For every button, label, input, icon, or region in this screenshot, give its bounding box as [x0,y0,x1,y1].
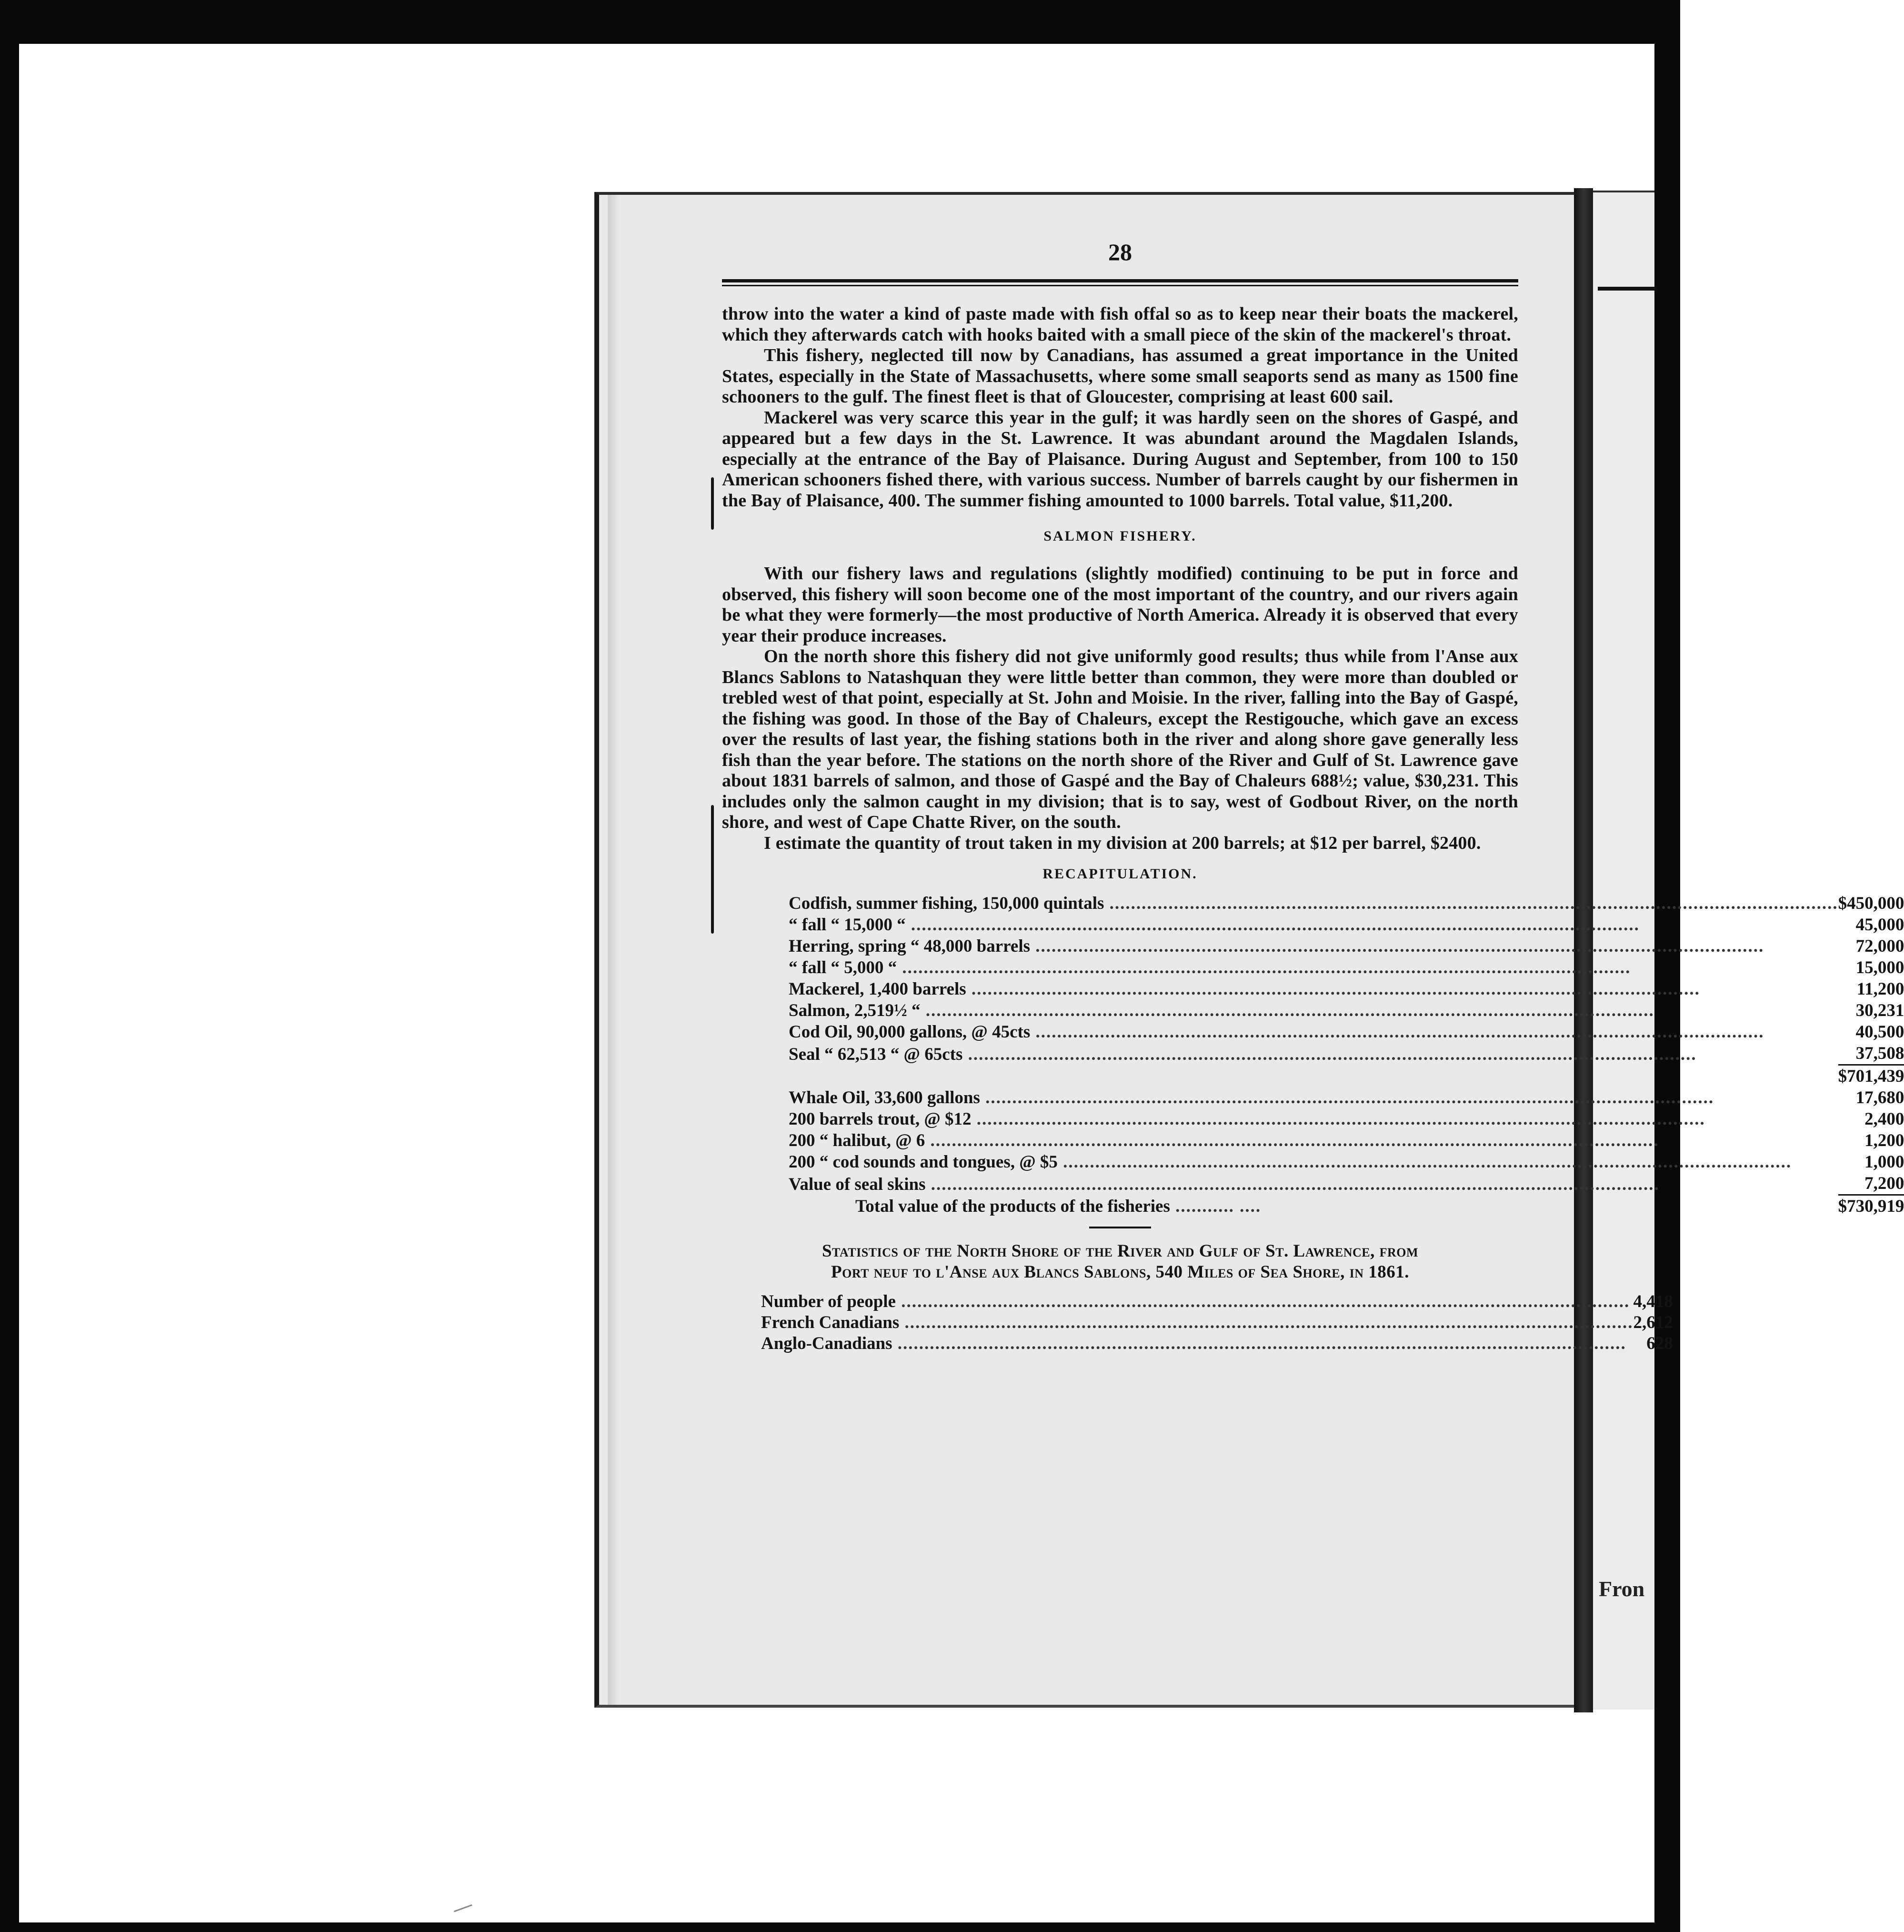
leader-dots: ........................................................................................................................................ [1030,936,1764,956]
recap-amount: 40,500 [1855,1022,1904,1042]
film-border-top [0,0,1680,44]
recap-row [789,1000,1904,1021]
page-edge-shadow [608,195,619,1705]
recap-extra-row [789,1173,1904,1195]
page-content [722,238,1904,1354]
recap-label: Cod Oil, 90,000 gallons, @ 45cts [789,1022,1031,1042]
statistics-table [761,1291,1673,1354]
recap-amount: 72,000 [1855,936,1904,956]
trout-paragraph: I estimate the quantity of trout taken in my division at 200 barrels; at $12 per barrel, $2400. [764,833,1481,853]
page-number: 28 [1108,239,1132,265]
recap-extra-label: Value of seal skins [789,1174,926,1194]
recap-amount: 37,508 [1855,1044,1904,1063]
stats-label: Number of people [761,1292,896,1311]
recap-label: Herring, spring “ 48,000 barrels [789,936,1031,956]
recap-label: “ fall “ 15,000 “ [789,915,906,935]
recap-subtotal-row [789,1065,1904,1087]
recap-extra-row [789,1087,1904,1108]
recap-extra-row [789,1151,1904,1173]
leader-dots: ........................................................................................................................................ [899,1313,1633,1332]
recapitulation-table [789,893,1904,1217]
recap-row [789,914,1904,936]
recap-label: Codfish, summer fishing, 150,000 quintals [789,894,1104,913]
intro-paragraph: throw into the water a kind of paste made with fish offal so as to keep near their boats the mackerel, which they afterwards catch with hooks baited with a small piece of the skin of the mackerel's throat. [722,304,1518,345]
recap-extra-label: 200 “ halibut, @ 6 [789,1131,925,1150]
statistics-heading-line-2: Port neuf to l'Anse aux Blancs Sablons, 540 Miles of Sea Shore, in 1861. [831,1262,1409,1282]
recap-extra-amount: 1,200 [1864,1131,1904,1150]
salmon-paragraph-2: On the north shore this fishery did not give uniformly good results; thus while from l'Anse aux Blancs Sablons to Natashquan they were little better than common, they were more than doubled or trebled west of that point, especially at St. John and Moisie. In the river, falling into the Bay of Gaspé, the fishing was good. In those of the Bay of Chaleurs, except the Restigouche, which gave an excess over the results of last year, the fishing stations both in the river and along shore gave generally less fish than the year before. The stations on the north shore of the River and Gulf of St. Lawrence gave about 1831 barrels of salmon, and those of Gaspé and the Bay of Chaleurs 688½; value, $30,231. This includes only the salmon caught in my division; that is to say, west of Godbout River, on the north shore, and west of Cape Chatte River, on the south. [722,646,1518,832]
recap-row [789,978,1904,1000]
margin-pencil-mark [711,805,714,934]
leader-dots: ........................................................................................................................................ [892,1334,1626,1353]
statistics-heading [722,1241,1518,1283]
facing-page-rule [1598,287,1655,291]
recap-total-row: Total value of the products of the fisheries ........... .... $730,919 [789,1195,1904,1218]
stats-row [761,1291,1673,1312]
recap-extra-amount: 7,200 [1864,1174,1904,1193]
stats-amount: 2,612 [1633,1313,1673,1332]
leader-dots: ........................................................................................................................................ [1104,894,1838,913]
film-border-bottom [0,1922,1680,1932]
recap-total-label: Total value of the products of the fisheries [855,1197,1170,1216]
leader-dots: ........................................................................................................................................ [920,1001,1654,1020]
mackerel-paragraph: Mackerel was very scarce this year in the gulf; it was hardly seen on the shores of Gaspé, and appeared but a few days in the St. Lawrence. It was abundant around the Magdalen Islands, especially at the entrance of the Bay of Plaisance. During August and September, from 100 to 150 American schooners fished there, with various success. Number of barrels caught by our fishermen in the Bay of Plaisance, 400. The summer fishing amounted to 1000 barrels. Total value, $11,200. [722,407,1518,511]
recap-extra-amount: 2,400 [1864,1109,1904,1129]
leader-dots: ........................................................................................................................................ [925,1174,1660,1194]
stats-amount: 628 [1646,1334,1673,1353]
statistics-heading-line-1: Statistics of the North Shore of the River and Gulf of St. Lawrence, from [822,1241,1419,1261]
recap-label: Mackerel, 1,400 barrels [789,979,966,999]
film-border-left [0,0,19,1932]
recap-label: Salmon, 2,519½ “ [789,1001,921,1020]
section-divider [1089,1227,1151,1228]
fishery-paragraph: This fishery, neglected till now by Canadians, has assumed a great importance in the United States, especially in the State of Massachusetts, where some small seaports send as many as 1500 fine schooners to the gulf. The finest fleet is that of Gloucester, comprising at least 600 sail. [722,345,1518,407]
recap-extra-label: Whale Oil, 33,600 gallons [789,1088,980,1107]
margin-pencil-mark [711,477,714,530]
recap-amount: 30,231 [1855,1001,1904,1020]
recap-extra-row [789,1130,1904,1151]
stats-label: French Canadians [761,1313,900,1332]
recap-extra-label: 200 barrels trout, @ $12 [789,1109,972,1129]
recap-label: “ fall “ 5,000 “ [789,958,897,977]
recap-label: Seal “ 62,513 “ @ 65cts [789,1044,963,1064]
recap-amount: 15,000 [1855,958,1904,977]
header-double-rule [722,276,1518,289]
leader-dots: ........................................................................................................................................ [895,1292,1630,1311]
recap-amount: 11,200 [1856,979,1904,999]
recap-row [789,1043,1904,1065]
leader-dots: ........................................................................................................................................ [925,1131,1659,1150]
leader-dots: ........................................................................................................................................ [897,958,1631,977]
leader-dots: ........................................................................................................................................ [966,979,1700,999]
facing-page-fragment: Fron [1599,1577,1645,1601]
recap-extra-amount: 17,680 [1855,1088,1904,1107]
stats-row [761,1312,1673,1333]
stats-amount: 4,418 [1633,1292,1673,1311]
recap-row [789,893,1904,914]
salmon-fishery-heading: SALMON FISHERY. [1043,528,1197,544]
recap-extra-row [789,1108,1904,1130]
recap-row [789,936,1904,957]
recap-amount: $450,000 [1838,894,1904,913]
recap-extra-label: 200 “ cod sounds and tongues, @ $5 [789,1152,1058,1172]
leader-dots: ........................................................................................................................................ [962,1044,1697,1064]
recap-amount: 45,000 [1855,915,1904,935]
film-scratch [451,1898,472,1912]
leader-dots: ........................................................................................................................................ [1057,1152,1792,1172]
recapitulation-heading: RECAPITULATION. [1042,866,1198,882]
recap-extra-amount: 1,000 [1864,1152,1904,1172]
recap-total-amount: $730,919 [1838,1195,1904,1218]
leader-dots: ........................................................................................................................................ [980,1088,1714,1107]
leader-dots: ........................................................................................................................................ [1030,1022,1764,1042]
leader-dots: ........................................................................................................................................ [971,1109,1705,1129]
salmon-paragraph-1: With our fishery laws and regulations (slightly modified) continuing to be put in force and observed, this fishery will soon become one of the most important of the country, and our rivers again be what they were formerly—the most productive of North America. Already it is observed that every year their produce increases. [722,564,1518,646]
recap-row [789,1021,1904,1043]
recap-row [789,957,1904,978]
leader-dots: ........................................................................................................................................ [905,915,1640,935]
stats-row [761,1333,1673,1354]
recap-subtotal: $701,439 [1838,1065,1904,1087]
stats-label: Anglo-Canadians [761,1334,892,1353]
